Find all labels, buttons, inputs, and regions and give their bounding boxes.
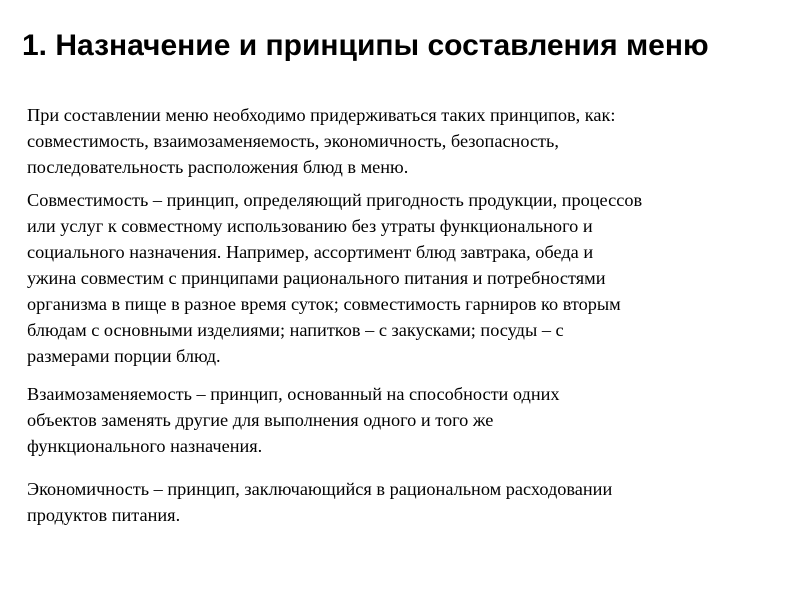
text-line: Экономичность – принцип, заключающийся в рациональном расходовании <box>27 479 613 499</box>
text-line: социального назначения. Например, ассортимент блюд завтрака, обеда и <box>27 242 594 262</box>
text-line: или услуг к совместному использованию без утраты функционального и <box>27 216 593 236</box>
paragraph-economy <box>27 476 787 528</box>
text-line: При составлении меню необходимо придерживаться таких принципов, как: <box>27 105 616 125</box>
paragraph-principles-intro <box>27 102 787 180</box>
text-line: совместимость, взаимозаменяемость, экономичность, безопасность, <box>27 131 559 151</box>
text-line: последовательность расположения блюд в меню. <box>27 157 409 177</box>
paragraph-interchangeability <box>27 381 787 459</box>
text-line: ужина совместим с принципами рационального питания и потребностями <box>27 268 606 288</box>
text-line: Взаимозаменяемость – принцип, основанный на способности одних <box>27 384 560 404</box>
text-line: продуктов питания. <box>27 505 181 525</box>
text-line: объектов заменять другие для выполнения одного и того же <box>27 410 494 430</box>
text-line: Совместимость – принцип, определяющий пригодность продукции, процессов <box>27 190 643 210</box>
text-line: организма в пище в разное время суток; совместимость гарниров ко вторым <box>27 294 621 314</box>
text-line: размерами порции блюд. <box>27 346 221 366</box>
slide-title: 1. Назначение и принципы составления меню <box>22 29 709 62</box>
text-line: блюдам с основными изделиями; напитков – с закусками; посуды – с <box>27 320 564 340</box>
text-line: функционального назначения. <box>27 436 263 456</box>
paragraph-compatibility <box>27 187 787 369</box>
